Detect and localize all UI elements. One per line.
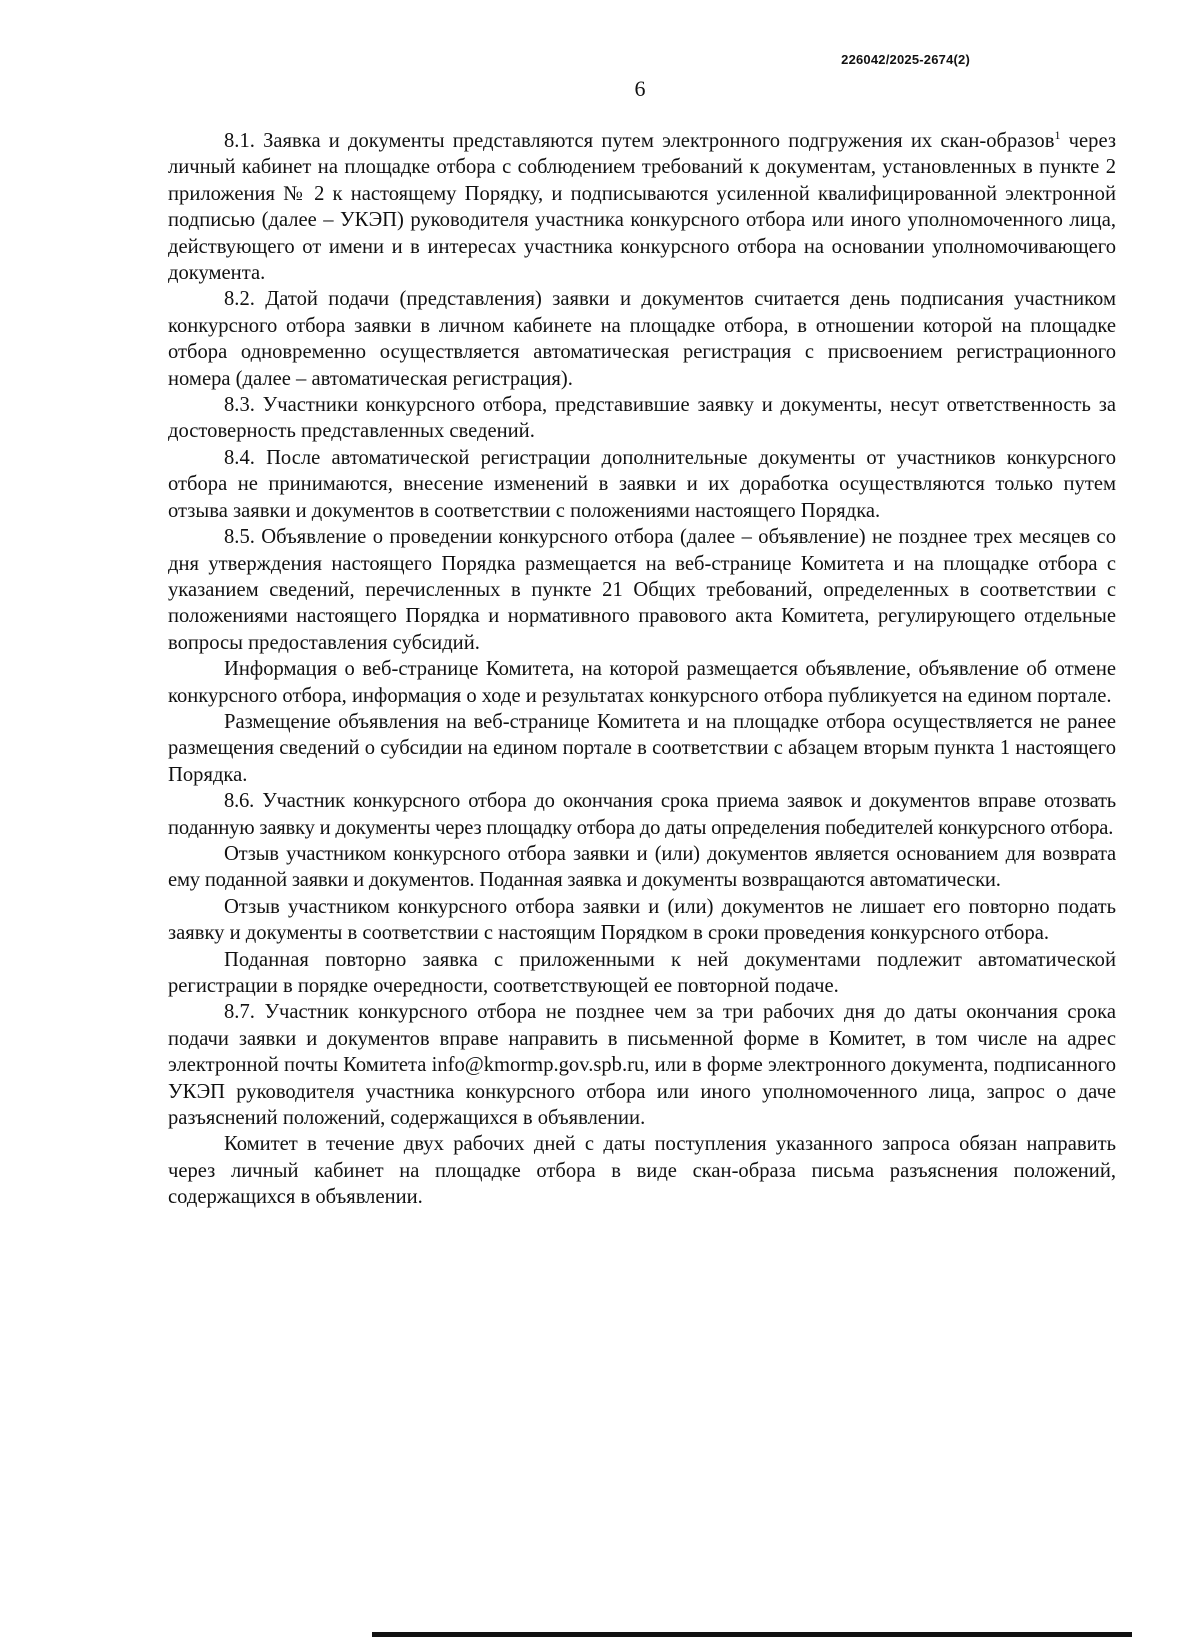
footnote-separator-line bbox=[372, 1632, 1132, 1637]
paragraph-8-5-placement: Размещение объявления на веб-странице Комитета и на площадке отбора осуществляется не ранее размещения сведений о субсидии на едином портале в соответствии с абзацем вторым пункта 1 настоящего Порядка. bbox=[168, 710, 1116, 786]
paragraph-8-5: 8.5. Объявление о проведении конкурсного отбора (далее – объявление) не позднее трех месяцев со дня утверждения настоящего Порядка размещается на веб-странице Комитета и на площадке отбора с указанием сведений, перечисленных в пункте 21 Общих требований, определенных в соответствии с положениями настоящего Порядка и нормативного правового акта Комитета, регулирующего отдельные вопросы предоставления субсидий. bbox=[168, 526, 1116, 654]
paragraph-text: через личный кабинет на площадке отбора с соблюдением требований к документам, установленных в пункте 2 приложения № 2 к настоящему Порядку, и подписываются усиленной квалифицированной электронной подписью (далее – УКЭП) руководителя участника конкурсного отбора или иного уполномоченного лица, действующего от имени и в интересах участника конкурсного отбора на основании уполномочивающего документа. bbox=[168, 130, 1116, 285]
paragraph-8-7-response: Комитет в течение двух рабочих дней с даты поступления указанного запроса обязан направить через личный кабинет на площадке отбора в виде скан-образа письма разъяснения положений, содержащихся в объявлении. bbox=[168, 1133, 1116, 1209]
paragraph-8-1 bbox=[168, 128, 1116, 286]
page-number: 6 bbox=[634, 76, 646, 101]
footnote-marker: 1 bbox=[1054, 128, 1061, 143]
paragraph-8-4: 8.4. После автоматической регистрации дополнительные документы от участников конкурсного отбора не принимаются, внесение изменений в заявки и их доработка осуществляются только путем отзыва заявки и документов в соответствии с положениями настоящего Порядка. bbox=[168, 446, 1116, 522]
paragraph-8-6-registration: Поданная повторно заявка с приложенными к ней документами подлежит автоматической регистрации в порядке очередности, соответствующей ее повторной подаче. bbox=[168, 948, 1116, 997]
paragraph-8-6: 8.6. Участник конкурсного отбора до окончания срока приема заявок и документов вправе отозвать поданную заявку и документы через площадку отбора до даты определения победителей конкурсного отбора. bbox=[168, 790, 1116, 839]
paragraph-8-2: 8.2. Датой подачи (представления) заявки и документов считается день подписания участником конкурсного отбора заявки в личном кабинете на площадке отбора, в отношении которой на площадке отбора одновременно осуществляется автоматическая регистрация с присвоением регистрационного номера (далее – автоматическая регистрация). bbox=[168, 288, 1116, 390]
paragraph-8-7: 8.7. Участник конкурсного отбора не позднее чем за три рабочих дня до даты окончания срока подачи заявки и документов вправе направить в письменной форме в Комитет, в том числе на адрес электронной почты Комитета info@kmormp.gov.spb.ru, или в форме электронного документа, подписанного УКЭП руководителя участника конкурсного отбора или иного уполномоченного лица, запрос о даче разъяснений положений, содержащихся в объявлении. bbox=[168, 1001, 1116, 1130]
paragraph-8-3: 8.3. Участники конкурсного отбора, представившие заявку и документы, несут ответственность за достоверность представленных сведений. bbox=[168, 394, 1116, 443]
document-body bbox=[168, 128, 1116, 1211]
paragraph-8-6-withdrawal: Отзыв участником конкурсного отбора заявки и (или) документов является основанием для возврата ему поданной заявки и документов. Поданная заявка и документы возвращаются автоматически. bbox=[168, 842, 1116, 892]
paragraph-8-5-info: Информация о веб-странице Комитета, на которой размещается объявление, объявление об отмене конкурсного отбора, информация о ходе и результатах конкурсного отбора публикуется на едином портале. bbox=[168, 658, 1116, 707]
document-registration-number: 226042/2025-2674(2) bbox=[841, 52, 970, 67]
paragraph-8-6-resubmission: Отзыв участником конкурсного отбора заявки и (или) документов не лишает его повторно подать заявку и документы в соответствии с настоящим Порядком в сроки проведения конкурсного отбора. bbox=[168, 895, 1116, 945]
paragraph-text: 8.1. Заявка и документы представляются путем электронного подгружения их скан-образов bbox=[224, 130, 1055, 152]
